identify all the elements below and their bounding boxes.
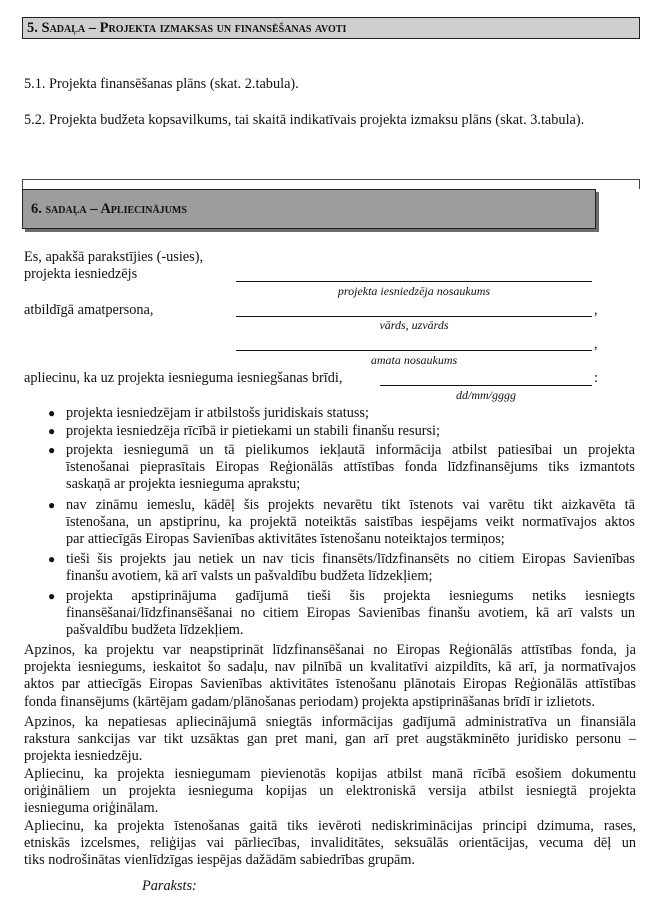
section-6-number: 6. [31,201,42,217]
date-field[interactable] [380,385,592,386]
section-5-number: 5. [27,20,38,36]
position-comma: , [594,336,598,352]
paragraph-nondiscrimination: Apliecinu, ka projekta īstenošanas gaitā tiks ievēroti nediskriminācijas principi dzimuma, rases, etniskās izcelsmes, reliģijas vai pārliecības, invaliditātes, seksuālās orientācijas, vecuma dēļ un tiks nodrošinātas vienlīdzīgas iespējas dažādām sabiedrības grupām. [24,818,636,869]
section-5-item-2: 5.2. Projekta budžeta kopsavilkums, tai skaitā indikatīvais projekta izmaksu plāns (skat. 3.tabula). [24,112,585,128]
paragraph-copies: Apliecinu, ka projekta iesniegumam pievienotās kopijas atbilst manā rīcībā esošiem dokumentu oriģināliem un projekta iesnieguma kopijas un elektroniskā versija atbilst iesniegtā projekta iesnieguma oriģinālam. [24,766,636,817]
section-5-title: Sadaļa – Projekta izmaksas un finansēšanas avoti [41,20,347,36]
bullet-icon: ● [48,424,56,438]
paragraph-cofinancing: Apzinos, ka projektu var neapstiprināt līdzfinansēšanai no Eiropas Reģionālās attīstības fonda, ja projekta iesniegums, ieskaitot šo sadaļu, nav pilnībā un kvalitatīvi aizpildīts, kā arī, ja normatīvajos aktos par attiecīgās Eiropas Savienības aktivitātes īstenošanu plānotais Eiropas Reģionālās attīstības fonda finansējums (kārtējam gadam/plānošanas periodam) projekta apstiprināšanas brīdī ir izlietots. [24,642,636,710]
date-colon: : [594,370,598,386]
position-field[interactable] [236,350,592,351]
intro-text: Es, apakšā parakstījies (-usies), [24,249,204,265]
list-item: projekta apstiprinājuma gadījumā tieši šis projekta iesniegums netiks iesniegts finansēšanai/līdzfinansēšanai no citiem Eiropas Savienības finanšu avotiem, kā arī valsts un pašvaldību budžeta līdzekļiem. [66,588,635,639]
bullet-icon: ● [48,552,56,566]
name-comma: , [594,302,598,318]
bullet-icon: ● [48,498,56,512]
list-item: projekta iesniedzēja rīcībā ir pietiekami un stabili finanšu resursi; [66,423,440,439]
applicant-name-field[interactable] [236,281,592,282]
official-name-field[interactable] [236,316,592,317]
applicant-label: projekta iesniedzējs [24,266,138,282]
bullet-icon: ● [48,406,56,420]
date-caption: dd/mm/gggg [456,388,516,402]
name-caption: vārds, uzvārds [379,318,449,332]
list-item: nav zināmu iemeslu, kādēļ šis projekts nevarētu tikt īstenots vai varētu tikt aizkavēta tā īstenošana, un apstiprinu, ka projektā noteiktās saistības iespējams veikt normatīvajos aktos par attiecīgās Eiropas Savienības aktivitātes īstenošanu noteiktajos termiņos; [66,497,635,548]
bullet-icon: ● [48,589,56,603]
bullet-icon: ● [48,443,56,457]
list-item: projekta iesniegumā un tā pielikumos iekļautā informācija atbilst patiesībai un projekta īstenošanai pieprasītais Eiropas Reģionālās attīstības fonda līdzfinansējums tiks izmantots saskaņā ar projekta iesnieguma aprakstu; [66,442,635,493]
section-6-frame [22,179,640,189]
section-5-item-1: 5.1. Projekta finansēšanas plāns (skat. 2.tabula). [24,76,299,92]
signature-label: Paraksts: [142,878,197,894]
section-5-header [22,17,640,39]
list-item: projekta iesniedzējam ir atbilstošs juridiskais statuss; [66,405,369,421]
official-label: atbildīgā amatpersona, [24,302,154,318]
position-caption: amata nosaukums [370,353,458,367]
paragraph-sanctions: Apzinos, ka nepatiesas apliecinājumā sniegtās informācijas gadījumā administratīva un finansiāla rakstura sankcijas var tikt uzsāktas gan pret mani, gan arī pret augstākminēto juridisko personu – projekta iesniedzēju. [24,714,636,765]
section-6-header [22,189,596,229]
section-6-title: sadaļa – Apliecinājums [45,201,187,217]
applicant-caption: projekta iesniedzēja nosaukums [337,284,491,298]
certify-label: apliecinu, ka uz projekta iesnieguma iesniegšanas brīdi, [24,370,343,386]
list-item: tieši šis projekts jau netiek un nav ticis finansēts/līdzfinansēts no citiem Eiropas Savienības finanšu avotiem, kā arī valsts un pašvaldību budžeta līdzekļiem; [66,551,635,585]
